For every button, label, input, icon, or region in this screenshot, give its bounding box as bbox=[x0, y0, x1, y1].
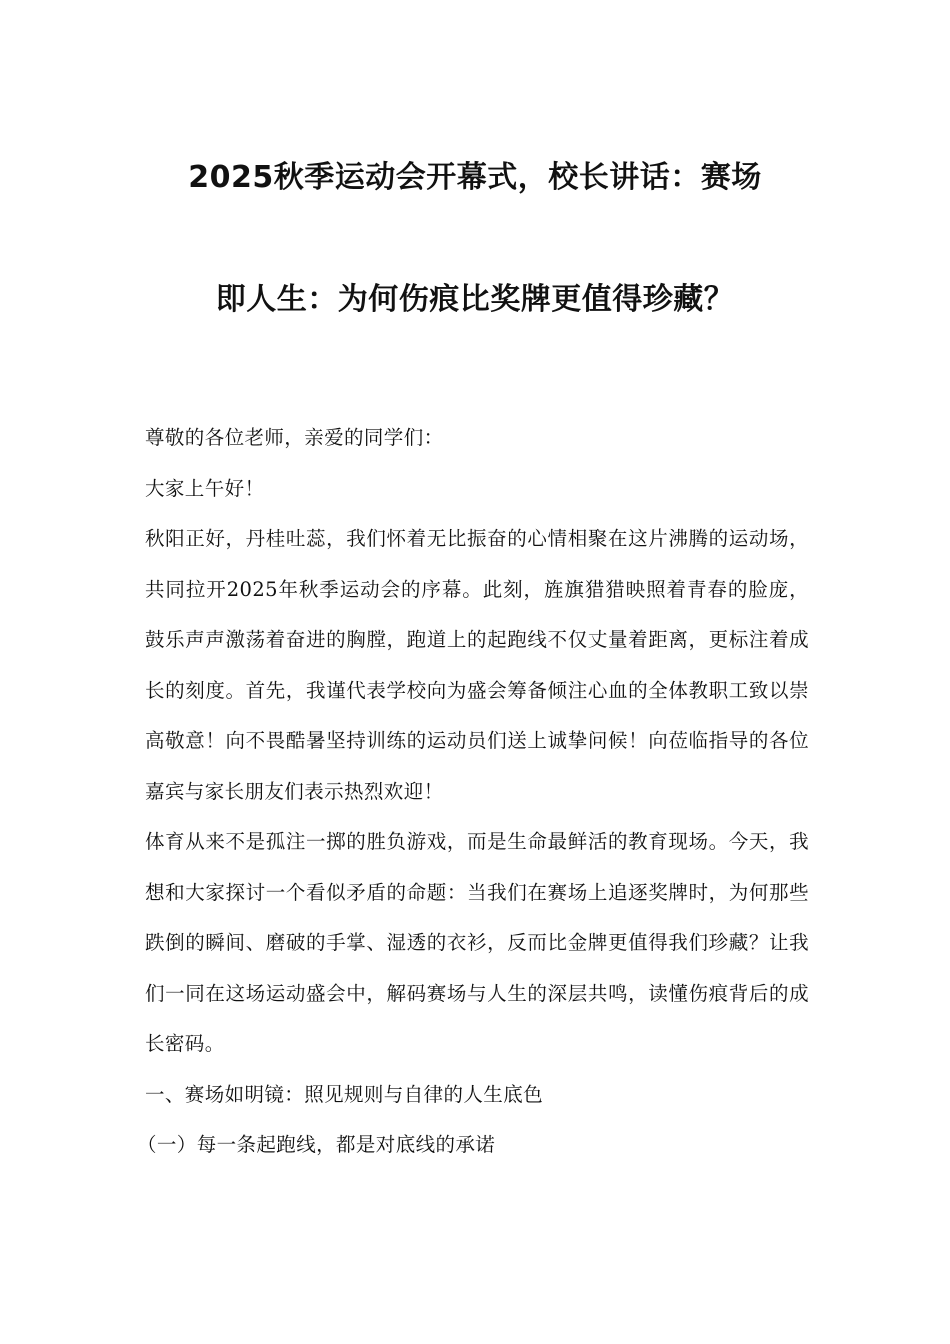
document-title-line-1: 2025秋季运动会开幕式，校长讲话：赛场 bbox=[188, 160, 762, 195]
paragraph-opening: 秋阳正好，丹桂吐蕊，我们怀着无比振奋的心情相聚在这片沸腾的运动场，共同拉开2025年秋季运动会的序幕。此刻，旌旗猎猎映照着青春的脸庞，鼓乐声声激荡着奋进的胸膛，跑道上的起跑线不仅丈量着距离，更标注着成长的刻度。首先，我谨代表学校向为盛会筹备倾注心血的全体教职工致以崇高敬意！向不畏酷暑坚持训练的运动员们送上诚挚问候！向莅临指导的各位嘉宾与家长朋友们表示热烈欢迎！ bbox=[145, 527, 809, 803]
paragraph-theme: 体育从来不是孤注一掷的胜负游戏，而是生命最鲜活的教育现场。今天，我想和大家探讨一个看似矛盾的命题：当我们在赛场上追逐奖牌时，为何那些跌倒的瞬间、磨破的手掌、湿透的衣衫，反而比金牌更值得我们珍藏？让我们一同在这场运动盛会中，解码赛场与人生的深层共鸣，读懂伤痕背后的成长密码。 bbox=[145, 830, 809, 1055]
section-heading: 一、赛场如明镜：照见规则与自律的人生底色 bbox=[145, 1082, 544, 1106]
subsection-heading: （一）每一条起跑线，都是对底线的承诺 bbox=[137, 1133, 496, 1156]
document-body bbox=[137, 413, 809, 1171]
document-title-line-2: 即人生：为何伤痕比奖牌更值得珍藏？ bbox=[215, 282, 735, 317]
greeting: 大家上午好！ bbox=[145, 476, 265, 500]
salutation: 尊敬的各位老师，亲爱的同学们： bbox=[145, 426, 444, 449]
